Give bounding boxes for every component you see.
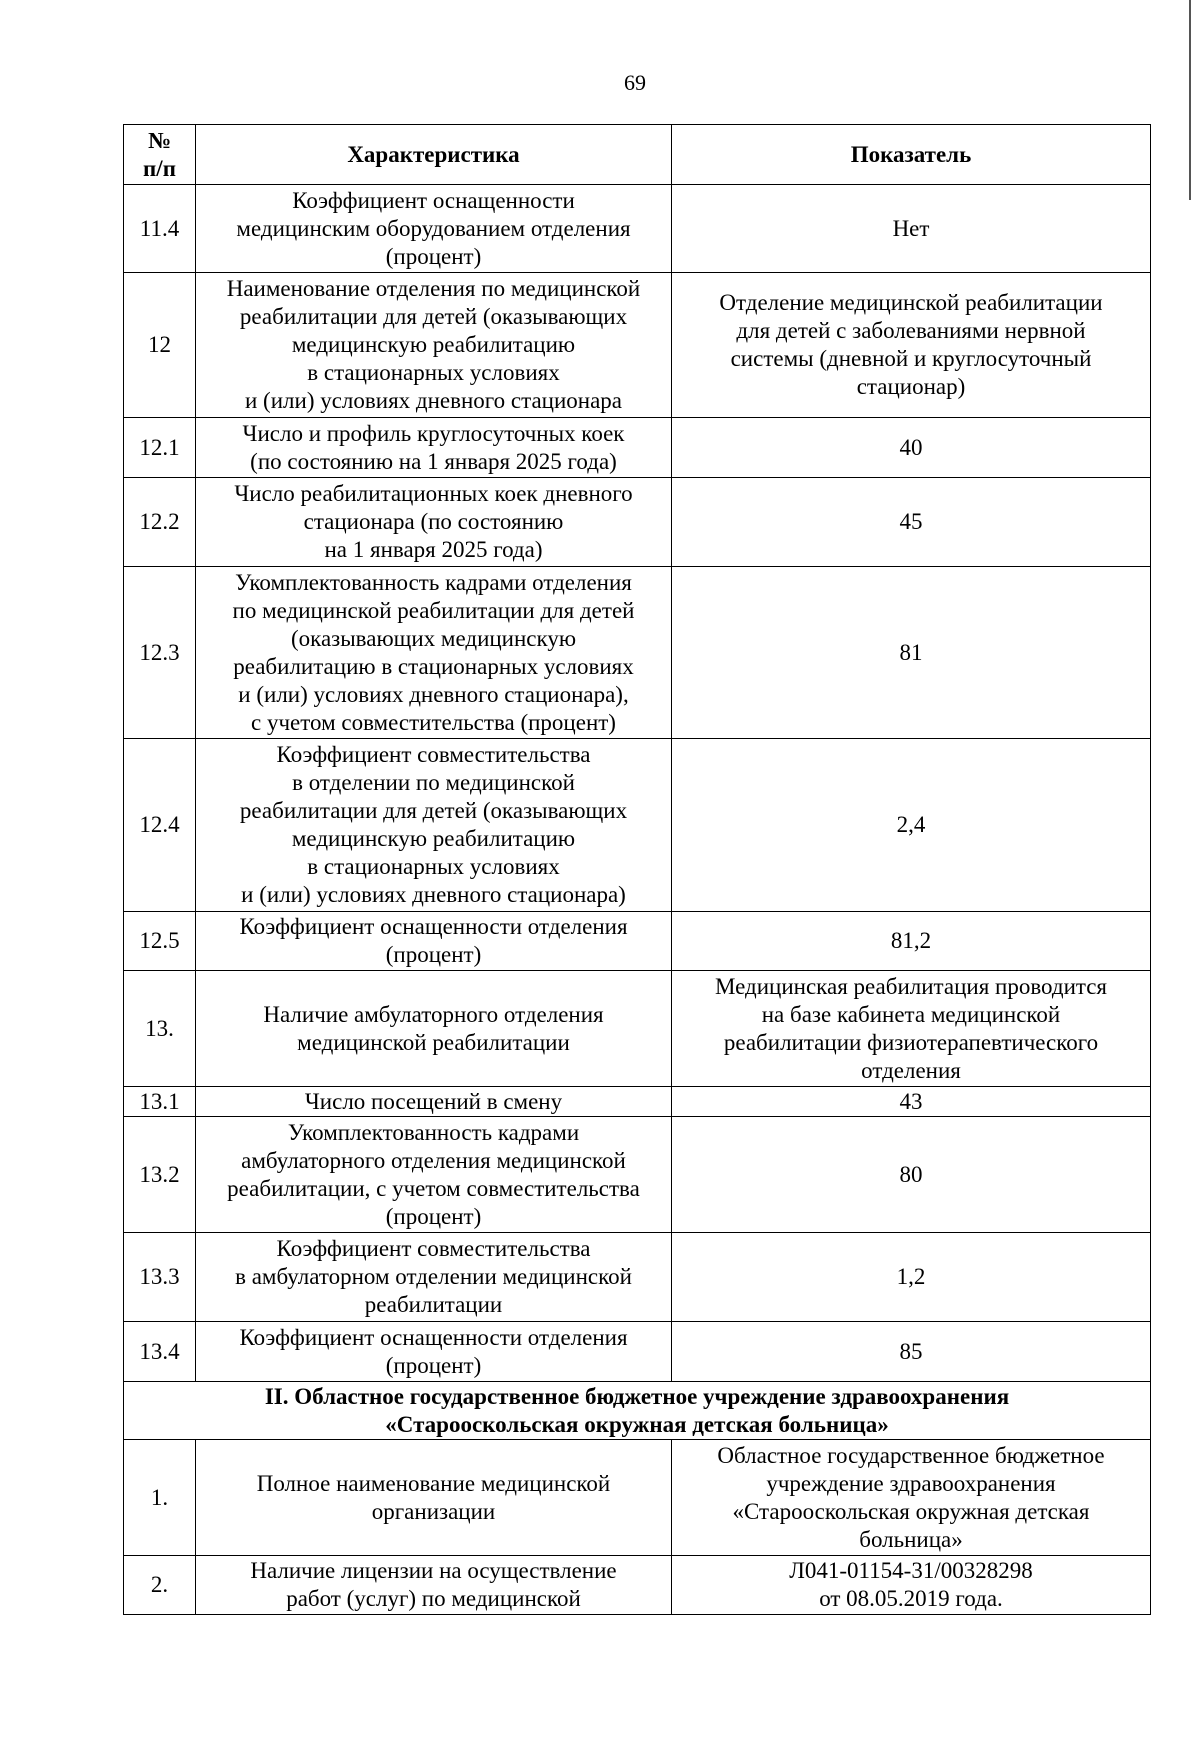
table-row	[124, 1440, 1151, 1556]
indicator-table	[123, 124, 1151, 1615]
table-row	[124, 1233, 1151, 1322]
row-value: Нет	[672, 185, 1151, 273]
header-indicator: Показатель	[672, 125, 1151, 185]
table-row	[124, 478, 1151, 567]
row-value: 81	[672, 567, 1151, 739]
row-value: 1,2	[672, 1233, 1151, 1322]
header-number: № п/п	[124, 125, 196, 185]
table-row	[124, 418, 1151, 478]
row-characteristic: Наличие лицензии на осуществление работ (услуг) по медицинской	[196, 1556, 672, 1615]
row-characteristic: Коэффициент оснащенности отделения (процент)	[196, 1322, 672, 1382]
row-value: 80	[672, 1117, 1151, 1233]
row-characteristic: Наличие амбулаторного отделения медицинской реабилитации	[196, 971, 672, 1087]
row-number: 13.2	[124, 1117, 196, 1233]
scan-edge-line	[1189, 0, 1191, 200]
header-characteristic: Характеристика	[196, 125, 672, 185]
table-row	[124, 273, 1151, 418]
row-characteristic: Коэффициент оснащенности медицинским оборудованием отделения (процент)	[196, 185, 672, 273]
row-value: 43	[672, 1087, 1151, 1117]
row-characteristic: Число реабилитационных коек дневного стационара (по состоянию на 1 января 2025 года)	[196, 478, 672, 567]
row-characteristic: Укомплектованность кадрами амбулаторного отделения медицинской реабилитации, с учетом совместительства (процент)	[196, 1117, 672, 1233]
section-title: II. Областное государственное бюджетное учреждение здравоохранения «Старооскольская окружная детская больница»	[124, 1382, 1151, 1440]
table-row	[124, 185, 1151, 273]
row-number: 13.3	[124, 1233, 196, 1322]
table-row	[124, 739, 1151, 912]
table-row	[124, 1117, 1151, 1233]
row-characteristic: Число посещений в смену	[196, 1087, 672, 1117]
row-number: 12.4	[124, 739, 196, 912]
table-row	[124, 1322, 1151, 1382]
row-number: 11.4	[124, 185, 196, 273]
row-number: 13.	[124, 971, 196, 1087]
row-number: 2.	[124, 1556, 196, 1615]
row-value: Областное государственное бюджетное учреждение здравоохранения «Старооскольская окружная детская больница»	[672, 1440, 1151, 1556]
table-row	[124, 1556, 1151, 1615]
row-characteristic: Коэффициент совместительства в отделении по медицинской реабилитации для детей (оказывающих медицинскую реабилитацию в стационарных условиях и (или) условиях дневного стационара)	[196, 739, 672, 912]
row-characteristic: Наименование отделения по медицинской реабилитации для детей (оказывающих медицинскую реабилитацию в стационарных условиях и (или) условиях дневного стационара	[196, 273, 672, 418]
row-number: 12	[124, 273, 196, 418]
section-title-row	[124, 1382, 1151, 1440]
row-number: 12.2	[124, 478, 196, 567]
row-value: 2,4	[672, 739, 1151, 912]
row-value: 85	[672, 1322, 1151, 1382]
row-characteristic: Число и профиль круглосуточных коек (по состоянию на 1 января 2025 года)	[196, 418, 672, 478]
row-value: Л041-01154-31/00328298 от 08.05.2019 года.	[672, 1556, 1151, 1615]
row-number: 13.4	[124, 1322, 196, 1382]
row-characteristic: Коэффициент совместительства в амбулаторном отделении медицинской реабилитации	[196, 1233, 672, 1322]
row-value: 40	[672, 418, 1151, 478]
row-characteristic: Коэффициент оснащенности отделения (процент)	[196, 912, 672, 971]
row-value: 81,2	[672, 912, 1151, 971]
table-header-row	[124, 125, 1151, 185]
table-row	[124, 1087, 1151, 1117]
table-row	[124, 971, 1151, 1087]
row-number: 1.	[124, 1440, 196, 1556]
row-value: Отделение медицинской реабилитации для детей с заболеваниями нервной системы (дневной и круглосуточный стационар)	[672, 273, 1151, 418]
row-characteristic: Полное наименование медицинской организации	[196, 1440, 672, 1556]
table-row	[124, 567, 1151, 739]
row-number: 12.3	[124, 567, 196, 739]
row-number: 12.5	[124, 912, 196, 971]
row-number: 13.1	[124, 1087, 196, 1117]
page-number: 69	[624, 70, 646, 95]
row-number: 12.1	[124, 418, 196, 478]
row-value: 45	[672, 478, 1151, 567]
row-value: Медицинская реабилитация проводится на базе кабинета медицинской реабилитации физиотерапевтического отделения	[672, 971, 1151, 1087]
row-characteristic: Укомплектованность кадрами отделения по медицинской реабилитации для детей (оказывающих медицинскую реабилитацию в стационарных условиях и (или) условиях дневного стационара), с учетом совместительства (процент)	[196, 567, 672, 739]
table-row	[124, 912, 1151, 971]
